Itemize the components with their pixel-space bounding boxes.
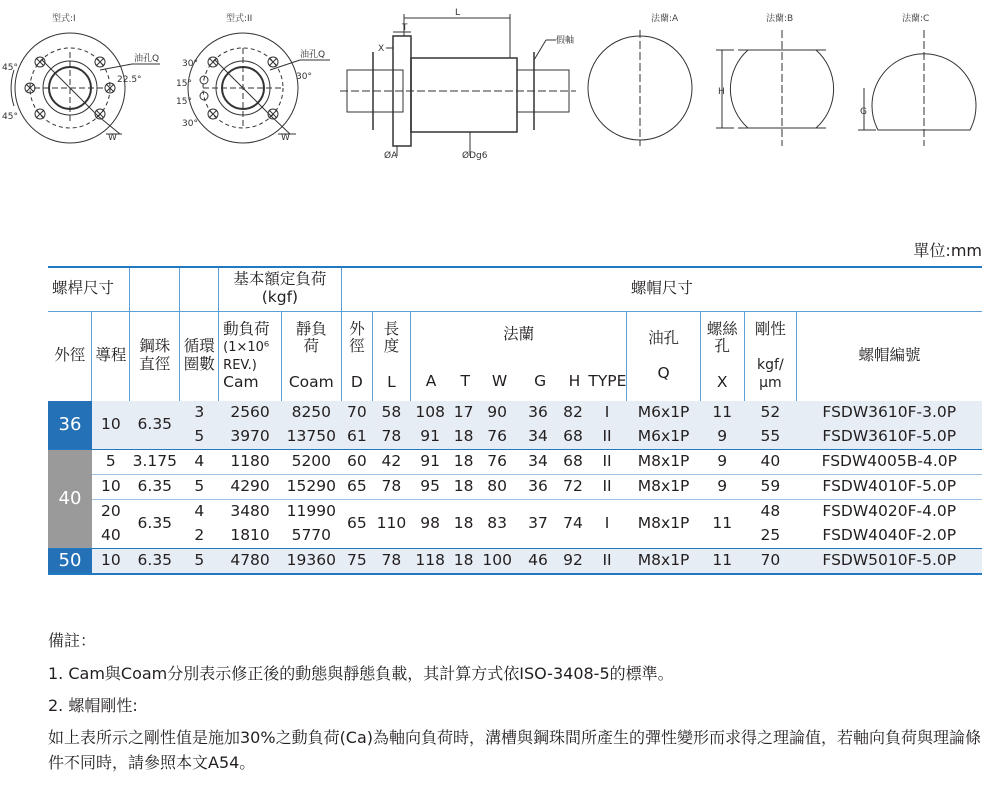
Q-cell: M6x1P: [627, 401, 700, 425]
lead-cell: 20: [92, 500, 130, 525]
ball-cell: 6.35: [130, 500, 180, 549]
cam-cell: 1810: [230, 526, 270, 545]
lead-cell: 10: [92, 401, 130, 450]
w-label-1: W: [108, 133, 117, 143]
header-oil-hole: 油孔 Q: [627, 311, 700, 401]
coam-cell: 8250: [281, 401, 341, 425]
ball-cell: 6.35: [130, 401, 180, 450]
table-row: [48, 425, 982, 450]
angle-30-a: 30°: [182, 59, 198, 69]
header-nut-model: 螺帽編號: [797, 311, 982, 401]
stiff-cell: 40: [744, 450, 796, 475]
G-cell: 34: [517, 450, 559, 475]
X-cell: 9: [700, 450, 744, 475]
T-cell: 18: [450, 450, 477, 475]
coam-cell: 11990: [281, 500, 341, 525]
model-cell: FSDW3610F-3.0P: [797, 401, 982, 425]
G-cell: 34: [517, 425, 559, 450]
oil-hole-label-1: 油孔Q: [134, 54, 160, 64]
technical-drawings: [0, 0, 994, 170]
type-cell: I: [587, 500, 627, 549]
cam-cell: 4780: [219, 549, 282, 575]
unit-label: 單位:mm: [913, 241, 982, 260]
coam-cell: 5770: [291, 526, 332, 545]
T-cell: 18: [450, 549, 477, 575]
angle-45-bottom: 45°: [2, 112, 18, 122]
note-2: 2. 螺帽剛性:: [48, 696, 138, 716]
cam-cell: 4290: [219, 475, 282, 500]
model-cell: FSDW4005B-4.0P: [797, 450, 982, 475]
A-cell: 108: [410, 401, 450, 425]
W-cell: 76: [477, 425, 517, 450]
flange-c-caption: 法蘭:C: [902, 14, 930, 24]
W-cell: 83: [477, 500, 517, 549]
H-cell: 74: [559, 500, 587, 549]
X-cell: 11: [700, 549, 744, 575]
table-row: [48, 450, 982, 475]
flange-a-view: [588, 30, 692, 146]
model-cell: FSDW4020F-4.0P: [797, 500, 982, 525]
coam-cell: 19360: [281, 549, 341, 575]
L-cell: 78: [373, 475, 411, 500]
phi-dg6-dim: ØDg6: [462, 151, 488, 161]
t-dim: T: [402, 23, 408, 33]
fake-axis-label: 假軸: [556, 36, 575, 46]
angle-15-a: 15°: [176, 79, 192, 89]
angle-45-top: 45°: [2, 63, 18, 73]
h-dim: H: [718, 87, 725, 97]
header-flange: 法蘭 A T W G H TYPE: [410, 311, 627, 401]
H-cell: 68: [559, 450, 587, 475]
coam-cell: 15290: [281, 475, 341, 500]
angle-15-b: 15°: [176, 97, 192, 107]
model-cell: FSDW4040F-2.0P: [822, 526, 957, 545]
H-cell: 72: [559, 475, 587, 500]
X-cell: 11: [700, 401, 744, 425]
Q-cell: M8x1P: [627, 475, 700, 500]
L-cell: 78: [373, 549, 411, 575]
header-flange-a: A: [425, 372, 437, 391]
stiff-cell: 52: [744, 401, 796, 425]
lead-cell: 10: [92, 549, 130, 575]
W-cell: 80: [477, 475, 517, 500]
type-cell: II: [587, 549, 627, 575]
header-nut-size: 螺帽尺寸: [341, 267, 982, 311]
stiff-cell: 48: [744, 500, 796, 525]
oil-hole-label-2: 油孔Q: [300, 50, 326, 60]
header-screw-hole: 螺絲 孔 X: [700, 311, 744, 401]
table-row: [48, 475, 982, 500]
Q-cell: M6x1P: [627, 425, 700, 450]
G-cell: 46: [517, 549, 559, 575]
header-stiffness: 剛性 kgf/ μm: [744, 311, 796, 401]
Q-cell: M8x1P: [627, 500, 700, 549]
model-cell: FSDW3610F-5.0P: [797, 425, 982, 450]
header-nut-length: 長 度 L: [373, 311, 411, 401]
cam-cell: 3970: [219, 425, 282, 450]
ball-cell: 6.35: [130, 475, 180, 500]
od-cell-36: 36: [48, 401, 92, 450]
stiff-cell: 25: [760, 526, 781, 545]
header-lead: 導程: [92, 311, 130, 401]
table-row: [48, 401, 982, 425]
lead-cell: 10: [92, 475, 130, 500]
g-dim: G: [860, 107, 867, 117]
H-cell: 68: [559, 425, 587, 450]
W-cell: 90: [477, 401, 517, 425]
turns-cell: 4: [180, 450, 219, 475]
A-cell: 91: [410, 450, 450, 475]
side-view: [340, 14, 576, 156]
T-cell: 18: [450, 425, 477, 450]
H-cell: 82: [559, 401, 587, 425]
table-body: [48, 401, 982, 574]
header-flange-h: H: [568, 372, 581, 391]
G-cell: 36: [517, 401, 559, 425]
T-cell: 17: [450, 401, 477, 425]
L-cell: 42: [373, 450, 411, 475]
Q-cell: M8x1P: [627, 549, 700, 575]
lead-cell: 5: [92, 450, 130, 475]
L-cell: 58: [373, 401, 411, 425]
w-label-2: W: [281, 133, 290, 143]
flange-b-view: [716, 30, 834, 146]
stiff-cell: 55: [744, 425, 796, 450]
turns-cell: 5: [180, 549, 219, 575]
header-flange-g: G: [534, 372, 547, 391]
angle-30-b: 30°: [182, 119, 198, 129]
header-turns: 循環 圈數: [180, 311, 219, 401]
stiff-cell: 59: [744, 475, 796, 500]
model-cell: FSDW4010F-5.0P: [797, 475, 982, 500]
D-cell: 65: [341, 475, 372, 500]
D-cell: 65: [341, 500, 372, 549]
type-cell: II: [587, 450, 627, 475]
T-cell: 18: [450, 500, 477, 549]
W-cell: 76: [477, 450, 517, 475]
note-3: 如上表所示之剛性值是施加30%之動負荷(Ca)為軸向負荷時，溝槽與鋼珠間所產生的彈性變形而求得之理論值，若軸向負荷與理論條件不同時，請參照本文A54。: [48, 727, 982, 772]
turns-cell: 3: [180, 401, 219, 425]
H-cell: 92: [559, 549, 587, 575]
note-1: 1. Cam與Coam分別表示修正後的動態與靜態負載，其計算方式依ISO-3408-5的標準。: [48, 663, 674, 683]
turns-cell: 5: [180, 425, 219, 450]
ball-cell: 6.35: [130, 549, 180, 575]
stiff-cell: 70: [744, 549, 796, 575]
Q-cell: M8x1P: [627, 450, 700, 475]
spec-table: [48, 266, 982, 575]
angle-225: 22.5°: [117, 75, 142, 85]
flange-c-view: [858, 30, 976, 146]
od-cell-40: 40: [48, 450, 92, 549]
type-cell: II: [587, 475, 627, 500]
T-cell: 18: [450, 475, 477, 500]
header-ball-diameter: 鋼珠 直徑: [130, 311, 180, 401]
coam-cell: 13750: [281, 425, 341, 450]
x-dim: X: [378, 44, 385, 54]
notes-title: 備註：: [48, 631, 97, 650]
type-cell: II: [587, 425, 627, 450]
table-row: [48, 549, 982, 575]
header-nut-diameter: 外 徑 D: [341, 311, 372, 401]
cam-cell: 1180: [219, 450, 282, 475]
flange-a-caption: 法蘭:A: [651, 14, 679, 24]
header-flange-t: T: [460, 372, 471, 391]
D-cell: 61: [341, 425, 372, 450]
W-cell: 100: [477, 549, 517, 575]
type2-caption: 型式:II: [226, 14, 253, 24]
header-outer-diameter: 外徑: [54, 346, 86, 365]
L-cell: 110: [373, 500, 411, 549]
A-cell: 95: [410, 475, 450, 500]
turns-cell: 2: [194, 526, 205, 545]
od-cell-50: 50: [48, 549, 92, 575]
X-cell: 9: [700, 425, 744, 450]
coam-cell: 5200: [281, 450, 341, 475]
type-cell: I: [587, 401, 627, 425]
ball-cell: 3.175: [130, 450, 180, 475]
D-cell: 60: [341, 450, 372, 475]
turns-cell: 4: [180, 500, 219, 525]
G-cell: 37: [517, 500, 559, 549]
header-flange-type: TYPE: [588, 372, 627, 391]
flange-b-caption: 法蘭:B: [766, 14, 794, 24]
header-static-load: 靜負 荷 Coam: [281, 311, 341, 401]
header-basic-load: 基本額定負荷 (kgf): [219, 267, 342, 311]
table-row: [48, 500, 982, 525]
l-dim: L: [455, 8, 461, 18]
G-cell: 36: [517, 475, 559, 500]
A-cell: 91: [410, 425, 450, 450]
model-cell: FSDW5010F-5.0P: [797, 549, 982, 575]
turns-cell: 5: [180, 475, 219, 500]
cam-cell: 3480: [219, 500, 282, 525]
type1-caption: 型式:I: [52, 14, 76, 24]
X-cell: 11: [700, 500, 744, 549]
D-cell: 75: [341, 549, 372, 575]
type1-flange-view: [11, 33, 160, 143]
A-cell: 118: [410, 549, 450, 575]
header-dynamic-load: 動負荷 (1×10⁶ REV.) Cam: [219, 311, 282, 401]
angle-30-c: 30°: [296, 72, 312, 82]
lead-cell: 40: [100, 526, 121, 545]
header-flange-w: W: [491, 372, 508, 391]
cam-cell: 2560: [219, 401, 282, 425]
header-screw-size: 螺桿尺寸: [48, 267, 130, 311]
drawing-svg: [0, 0, 994, 170]
X-cell: 9: [700, 475, 744, 500]
D-cell: 70: [341, 401, 372, 425]
L-cell: 78: [373, 425, 411, 450]
notes-section: [48, 628, 988, 782]
A-cell: 98: [410, 500, 450, 549]
phi-a-dim: ØA: [384, 151, 398, 161]
